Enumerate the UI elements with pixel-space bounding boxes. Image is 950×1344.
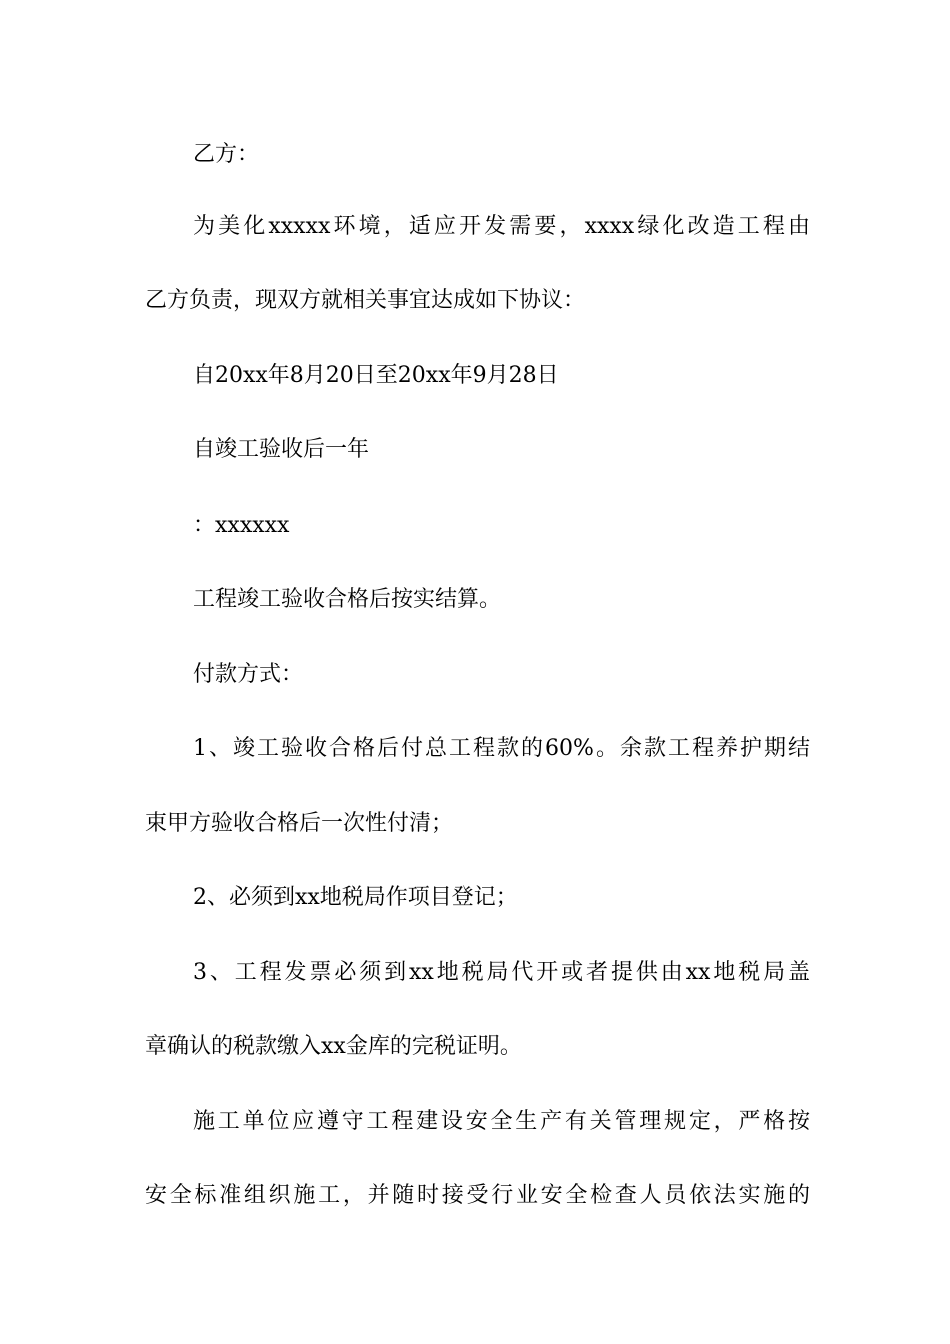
party-b-label: 乙方： — [193, 142, 260, 167]
maintenance-period: 自竣工验收后一年 — [193, 437, 370, 462]
paragraph-intro-line-2: 乙方负责，现双方就相关事宜达成如下协议： — [145, 288, 586, 313]
safety-clause-line-2: 安全标准组织施工，并随时接受行业安全检查人员依法实施的 — [145, 1183, 810, 1208]
safety-clause-line-1: 施工单位应遵守工程建设安全生产有关管理规定，严格按 — [193, 1109, 810, 1134]
contract-amount: ：xxxxxx — [193, 513, 290, 538]
construction-period: 自20xx年8月20日至20xx年9月28日 — [193, 363, 559, 388]
paragraph-intro-line-1: 为美化xxxxx环境，适应开发需要，xxxx绿化改造工程由 — [193, 214, 810, 239]
payment-item-2: 2、必须到xx地税局作项目登记； — [193, 885, 518, 910]
payment-item-1-line-2: 束甲方验收合格后一次性付清； — [145, 811, 454, 836]
payment-item-3-line-2: 章确认的税款缴入xx金库的完税证明。 — [145, 1034, 522, 1059]
payment-item-3-line-1: 3、工程发票必须到xx地税局代开或者提供由xx地税局盖 — [193, 960, 810, 985]
payment-item-1-line-1: 1、竣工验收合格后付总工程款的60%。余款工程养护期结 — [193, 736, 810, 761]
payment-method-heading: 付款方式： — [193, 662, 304, 687]
settlement-clause: 工程竣工验收合格后按实结算。 — [193, 587, 502, 612]
